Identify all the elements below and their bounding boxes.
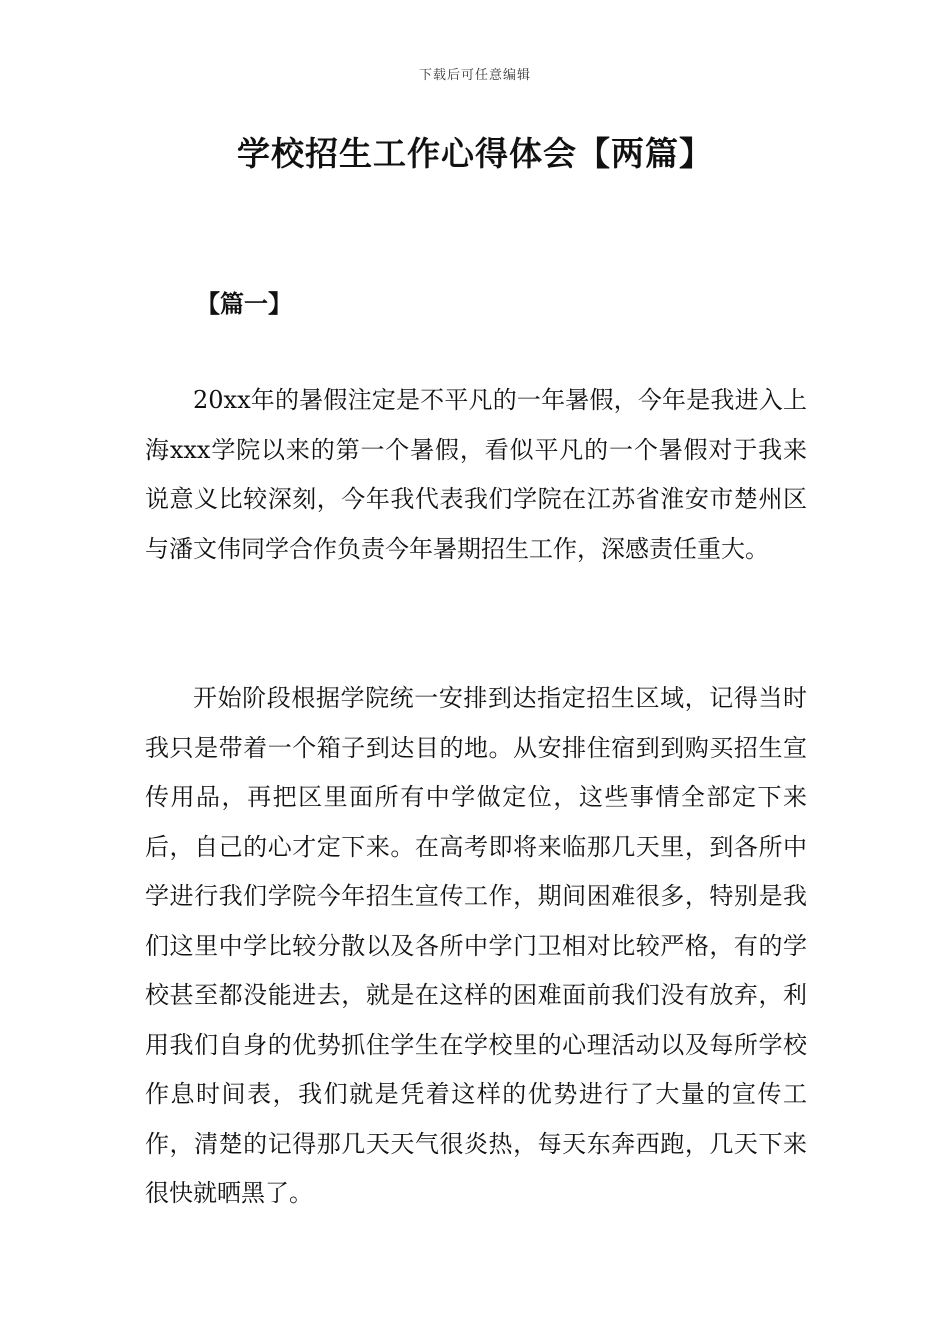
- paragraph-2: 开始阶段根据学院统一安排到达指定招生区域，记得当时我只是带着一个箱子到达目的地。从安排住宿到到购买招生宣传用品，再把区里面所有中学做定位，这些事情全部定下来后，自己的心才定下来。在高考即将来临那几天里，到各所中学进行我们学院今年招生宣传工作，期间困难很多，特别是我们这里中学比较分散以及各所中学门卫相对比较严格，有的学校甚至都没能进去，就是在这样的困难面前我们没有放弃，利用我们自身的优势抓住学生在学校里的心理活动以及每所学校作息时间表，我们就是凭着这样的优势进行了大量的宣传工作，清楚的记得那几天天气很炎热，每天东奔西跑，几天下来很快就晒黑了。: [145, 684, 807, 1207]
- paragraph-1: 20xx年的暑假注定是不平凡的一年暑假，今年是我进入上海xxx学院以来的第一个暑假，看似平凡的一个暑假对于我来说意义比较深刻，今年我代表我们学院在江苏省淮安市楚州区与潘文伟同学合作负责今年暑期招生工作，深感责任重大。: [145, 386, 807, 563]
- document-title: 学校招生工作心得体会【两篇】: [237, 134, 713, 173]
- header-note: 下载后可任意编辑: [418, 68, 531, 83]
- section-heading: 【篇一】: [196, 289, 292, 318]
